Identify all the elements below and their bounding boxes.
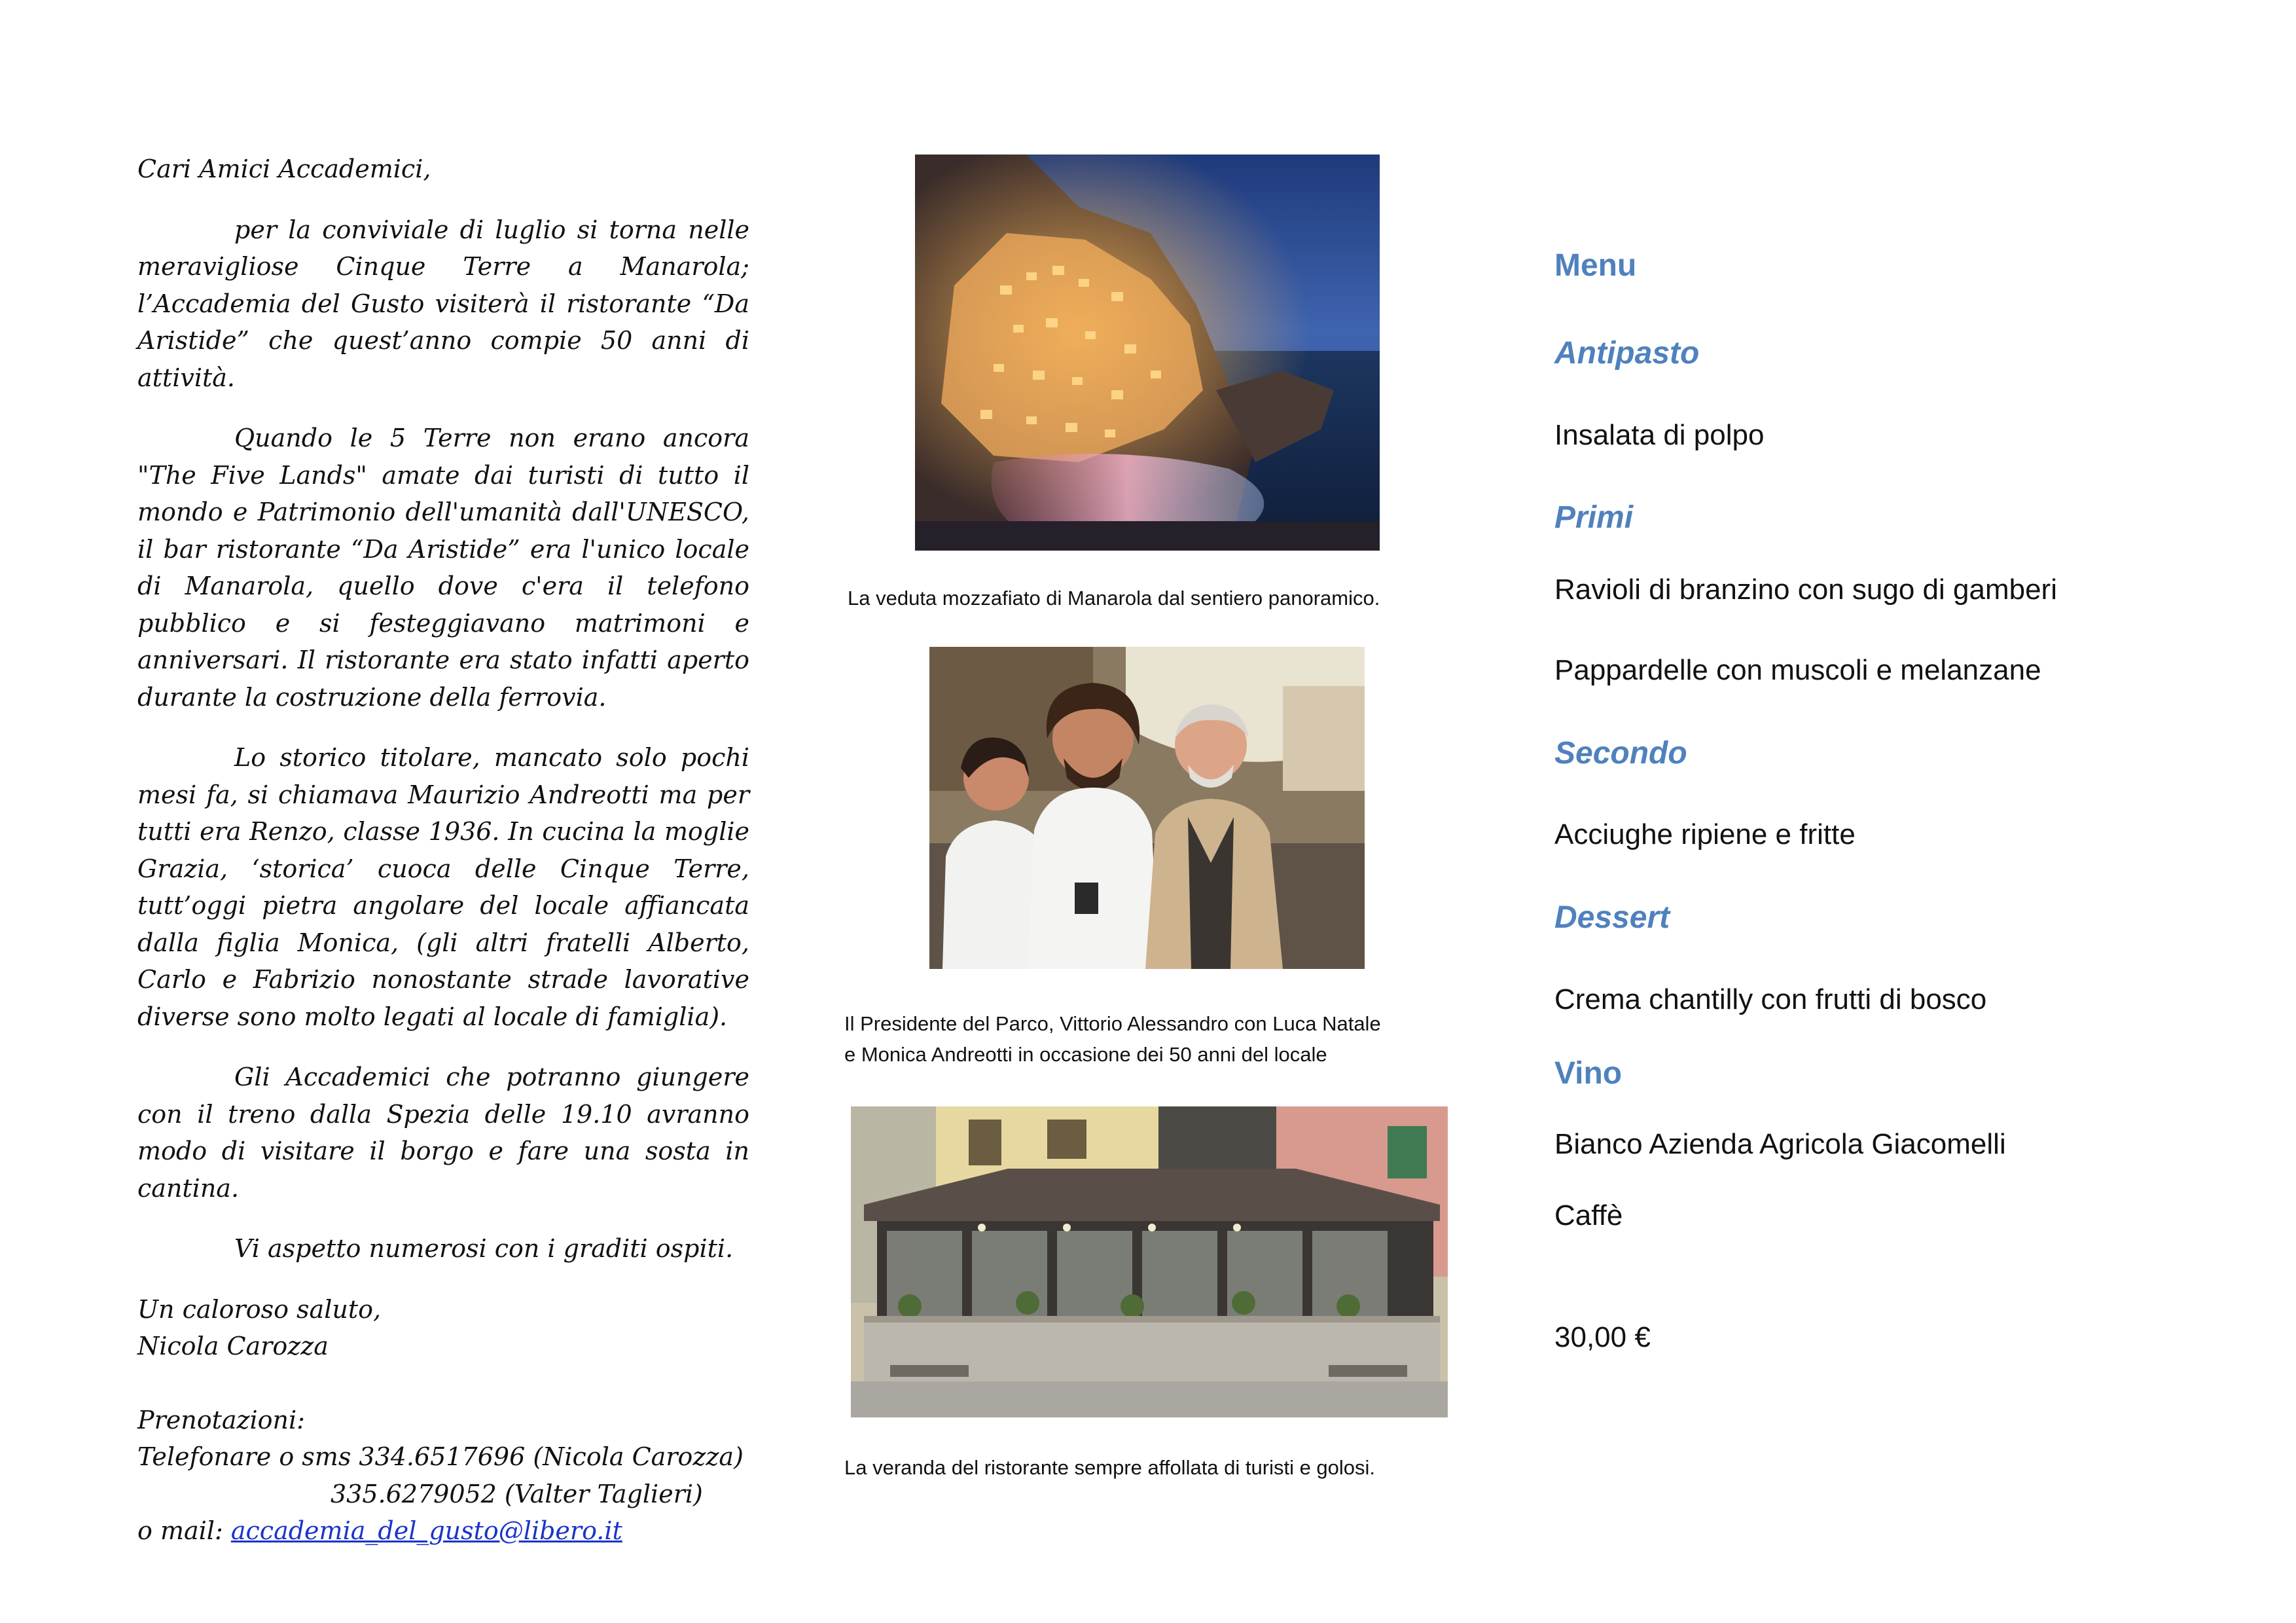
menu-section-secondo: Secondo xyxy=(1554,736,1687,771)
manarola-photo xyxy=(915,155,1380,551)
letter-signature: Nicola Carozza xyxy=(137,1332,329,1360)
menu-section-dessert: Dessert xyxy=(1554,900,1670,935)
menu-item-secondo: Acciughe ripiene e fritte xyxy=(1554,818,1856,850)
booking-mail xyxy=(137,1512,749,1550)
photo-caption-1: La veduta mozzafiato di Manarola dal sentiero panoramico. xyxy=(848,587,1380,610)
menu-price: 30,00 € xyxy=(1554,1321,1651,1353)
email-link[interactable]: accademia_del_gusto@libero.it xyxy=(230,1516,622,1545)
photo-caption-3: La veranda del ristorante sempre affollata di turisti e golosi. xyxy=(844,1456,1376,1479)
menu-item-primi-2: Pappardelle con muscoli e melanzane xyxy=(1554,654,2041,686)
photo-caption-2-line-1: Il Presidente del Parco, Vittorio Alessandro con Luca Natale xyxy=(844,1012,1381,1035)
menu-title: Menu xyxy=(1554,248,1637,283)
menu-section-antipasto: Antipasto xyxy=(1554,336,1700,371)
letter-paragraph-1: per la conviviale di luglio si torna nelle meravigliose Cinque Terre a Manarola; l’Accademia del Gusto visiterà il ristorante “Da Aristide” che quest’anno compie 50 anni di attività. xyxy=(137,215,749,392)
menu-item-antipasto: Insalata di polpo xyxy=(1554,419,1765,451)
booking-phone-2: 335.6279052 (Valter Taglieri) xyxy=(331,1479,703,1508)
letter-paragraph-3: Lo storico titolare, mancato solo pochi mesi fa, si chiamava Maurizio Andreotti ma per tutti era Renzo, classe 1936. In cucina la moglie Grazia, ‘storica’ cuoca delle Cinque Terre, tutt’oggi pietra angolare del locale affiancata dalla figlia Monica, (gli altri fratelli Alberto, Carlo e Fabrizio nonostante strade lavorative diverse sono molto legati al locale di famiglia). xyxy=(137,743,749,1031)
menu-section-primi: Primi xyxy=(1554,500,1634,535)
letter-closing-line: Vi aspetto numerosi con i graditi ospiti. xyxy=(234,1234,734,1263)
photo-caption-2-line-2: e Monica Andreotti in occasione dei 50 anni del locale xyxy=(844,1043,1327,1066)
booking-mail-prefix: o mail: xyxy=(137,1516,231,1545)
letter-greeting: Cari Amici Accademici, xyxy=(137,155,431,183)
menu-item-caffe: Caffè xyxy=(1554,1199,1623,1231)
booking-phone-1: Telefonare o sms 334.6517696 (Nicola Carozza) xyxy=(137,1442,744,1471)
menu-item-primi-1: Ravioli di branzino con sugo di gamberi xyxy=(1554,574,2057,606)
letter-paragraph-4: Gli Accademici che potranno giungere con il treno dalla Spezia delle 19.10 avranno modo di visitare il borgo e fare una sosta in cantina. xyxy=(137,1063,749,1203)
letter-paragraph-2: Quando le 5 Terre non erano ancora "The Five Lands" amate dai turisti di tutto il mondo e Patrimonio dell'umanità dall'UNESCO, il bar ristorante “Da Aristide” era l'unico locale di Manarola, quello dove c'era il telefono pubblico e si festeggiavano matrimoni e anniversari. Il ristorante era stato infatti aperto durante la costruzione della ferrovia. xyxy=(137,424,749,712)
letter-salutation: Un caloroso saluto, xyxy=(137,1294,382,1324)
booking-title: Prenotazioni: xyxy=(137,1405,305,1434)
menu-item-vino: Bianco Azienda Agricola Giacomelli xyxy=(1554,1128,2006,1160)
menu-section-vino: Vino xyxy=(1554,1056,1623,1091)
invitation-letter xyxy=(137,151,749,1550)
menu-item-dessert: Crema chantilly con frutti di bosco xyxy=(1554,983,1987,1015)
people-photo xyxy=(929,647,1365,969)
veranda-photo xyxy=(851,1106,1448,1417)
